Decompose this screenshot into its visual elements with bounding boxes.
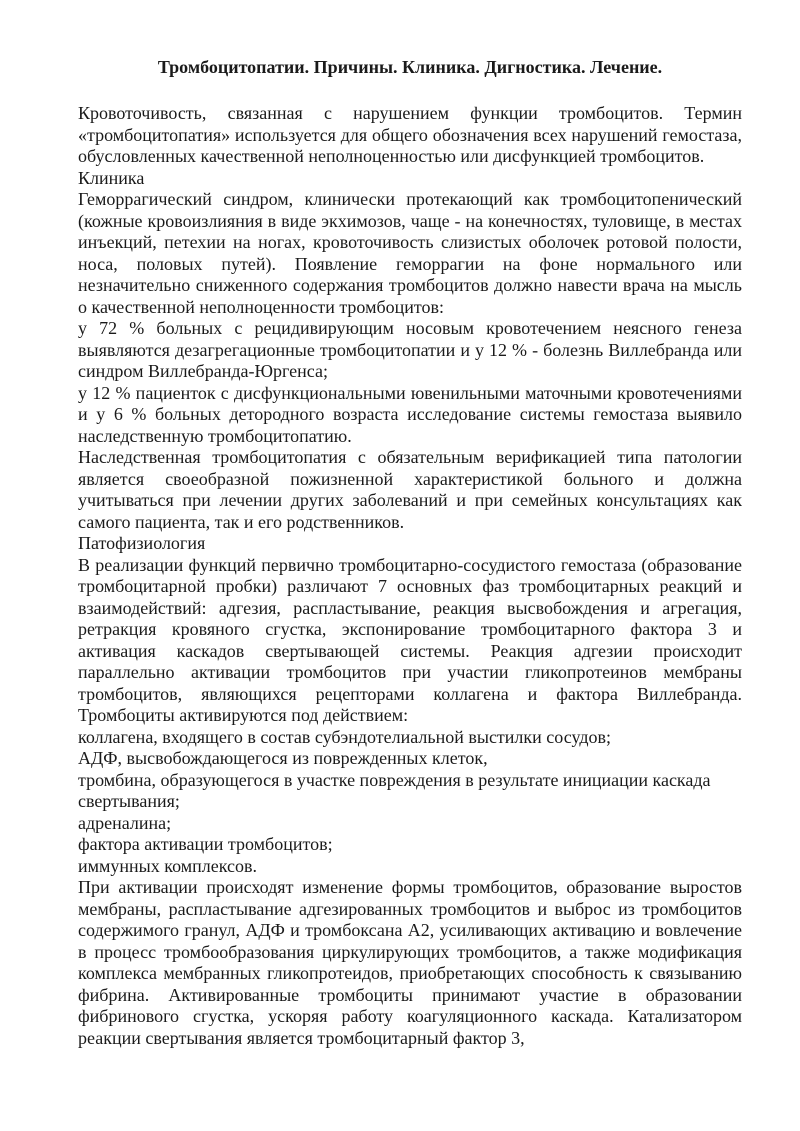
paragraph-clinic: Геморрагический синдром, клинически протекающий как тромбоцитопенический (кожные кровоизлияния в виде экхимозов, чаще - на конечностях, туловище, в местах инъекций, петехии на ногах, кровоточивость слизистых оболочек ротовой полости, носа, половых путей). Появление геморрагии на фоне нормального или незначительно сниженного содержания тромбоцитов должно навести врача на мысль о качественной неполноценности тромбоцитов: <box>78 189 742 317</box>
list-item-paf: фактора активации тромбоцитов; <box>78 834 333 854</box>
paragraph-activation: При активации происходят изменение формы тромбоцитов, образование выростов мембраны, распластывание адгезированных тромбоцитов и выброс из тромбоцитов содержимого гранул, АДФ и тромбоксана А2, усиливающих активацию и вовлечение в процесс тромбообразования циркулирующих тромбоцитов, а также модификация комплекса мембранных гликопротеидов, приобретающих способность к связыванию фибрина. Активированные тромбоциты принимают участие в образовании фибринового сгустка, ускоряя работу коагуляционного каскада. Катализатором реакции свертывания является тромбоцитарный фактор 3, <box>78 877 742 1048</box>
paragraph-intro: Кровоточивость, связанная с нарушением функции тромбоцитов. Термин «тромбоцитопатия» используется для общего обозначения всех нарушений гемостаза, обусловленных качественной неполноценностью или дисфункцией тромбоцитов. <box>78 103 742 166</box>
paragraph-stat-uterine: у 12 % пациенток с дисфункциональными ювенильными маточными кровотечениями и у 6 % больных детородного возраста исследование системы гемостаза выявило наследственную тромбоцитопатию. <box>78 382 742 446</box>
paragraph-stat-nosebleed: у 72 % больных с рецидивирующим носовым кровотечением неясного генеза выявляются дезагрегационные тромбоцитопатии и у 12 % - болезнь Виллебранда или синдром Виллебранда-Юргенса; <box>78 318 742 381</box>
section-heading-pathophysiology: Патофизиология <box>78 533 206 553</box>
list-item-immune-complexes: иммунных комплексов. <box>78 855 258 876</box>
section-heading-clinic: Клиника <box>78 167 145 188</box>
list-item-adrenaline: адреналина; <box>78 812 172 833</box>
document-title: Тромбоцитопатии. Причины. Клиника. Дигностика. Лечение. <box>157 57 663 77</box>
list-item-thrombin: тромбина, образующегося в участке повреждения в результате инициации каскада свертывания; <box>78 769 711 811</box>
list-item-collagen: коллагена, входящего в состав субэндотелиальной выстилки сосудов; <box>78 726 612 747</box>
list-item-adp: АДФ, высвобождающегося из поврежденных клеток, <box>78 748 488 768</box>
document-page <box>78 56 742 1049</box>
paragraph-pathophysiology: В реализации функций первично тромбоцитарно-сосудистого гемостаза (образование тромбоцитарной пробки) различают 7 основных фаз тромбоцитарных реакций и взаимодействий: адгезия, распластывание, реакция высвобождения и агрегация, ретракция кровяного сгустка, экспонирование тромбоцитарного фактора 3 и активация каскадов свертывающей системы. Реакция адгезии происходит параллельно активации тромбоцитов при участии гликопротеинов мембраны тромбоцитов, являющихся рецепторами коллагена и фактора Виллебранда. Тромбоциты активируются под действием: <box>78 554 742 725</box>
paragraph-hereditary: Наследственная тромбоцитопатия с обязательным верификацией типа патологии является своеобразной пожизненной характеристикой больного и должна учитываться при лечении других заболеваний и при семейных консультациях как самого пациента, так и его родственников. <box>78 447 742 532</box>
